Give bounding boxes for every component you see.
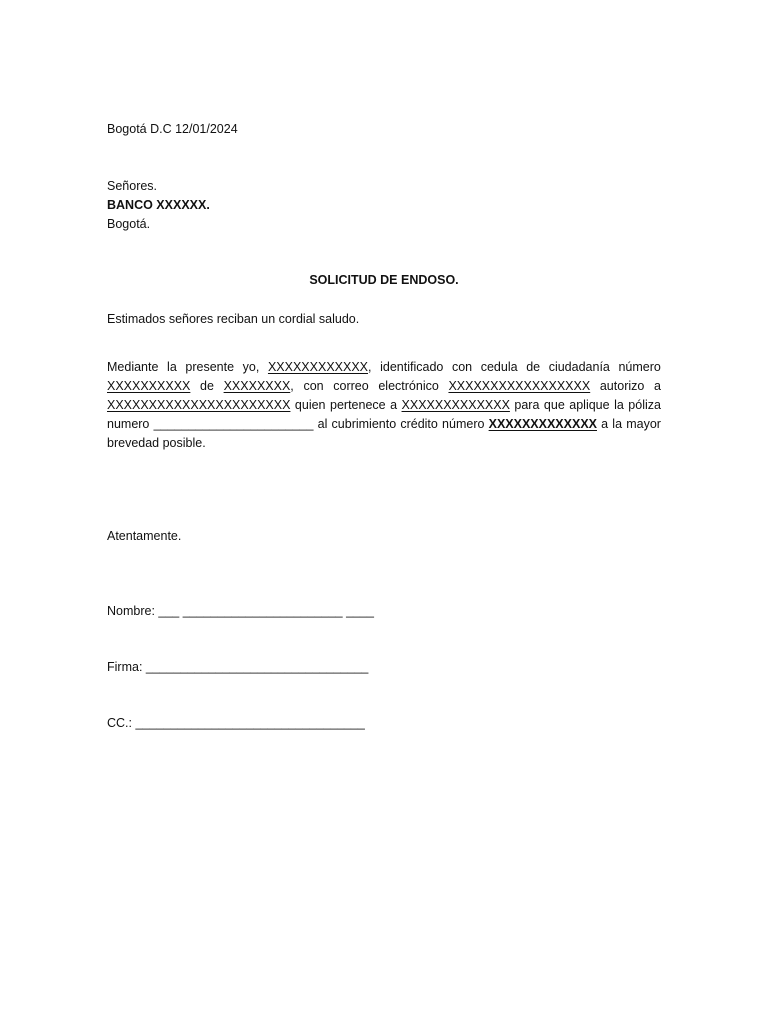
body-word: con bbox=[303, 379, 324, 393]
body-line-4 bbox=[107, 415, 661, 434]
body-word: aplique bbox=[569, 398, 610, 412]
body-line-2 bbox=[107, 377, 661, 396]
recipient-city: Bogotá. bbox=[107, 217, 151, 231]
body-word: de bbox=[526, 360, 541, 374]
body-word: a bbox=[654, 379, 661, 393]
body-word bbox=[268, 358, 372, 377]
body-word: a bbox=[601, 417, 609, 431]
body-word: cedula bbox=[480, 360, 518, 374]
letter-title: SOLICITUD DE ENDOSO. bbox=[309, 273, 459, 287]
body-word: póliza bbox=[628, 398, 661, 412]
body-word: Mediante bbox=[107, 360, 159, 374]
body-word: número bbox=[442, 417, 485, 431]
body-word: quien bbox=[294, 398, 326, 412]
body-word: numero bbox=[107, 417, 150, 431]
body-word: identificado bbox=[380, 360, 444, 374]
bank-name: BANCO XXXXXX. bbox=[107, 198, 210, 212]
body-word: pertenece bbox=[330, 398, 386, 412]
body-word: a bbox=[390, 398, 398, 412]
id-number-placeholder: XXXXXXXXXX bbox=[107, 379, 191, 393]
salutation-to: Señores. bbox=[107, 179, 158, 193]
body-word: electrónico bbox=[378, 379, 439, 393]
name-field: Nombre: ___ _______________________ ____ bbox=[107, 604, 374, 618]
applicant-name-placeholder: XXXXXXXXXXXX bbox=[267, 360, 369, 374]
entity-placeholder: XXXXXXXXXXXXXXXXXXXXXX bbox=[107, 398, 291, 412]
body-line-3 bbox=[107, 396, 661, 415]
body-word: correo bbox=[333, 379, 369, 393]
policy-number-blank: _______________________ bbox=[153, 417, 314, 431]
letter-body bbox=[107, 120, 661, 733]
body-word: que bbox=[543, 398, 565, 412]
date-line: Bogotá D.C 12/01/2024 bbox=[107, 122, 238, 136]
body-line-1 bbox=[107, 358, 661, 377]
body-word: crédito bbox=[400, 417, 438, 431]
body-line-5: brevedad posible. bbox=[107, 436, 206, 450]
closing: Atentamente. bbox=[107, 529, 182, 543]
body-word: autorizo bbox=[599, 379, 645, 393]
body-word: yo, bbox=[242, 360, 260, 374]
signature-field: Firma: ________________________________ bbox=[107, 660, 369, 674]
body-word: con bbox=[451, 360, 473, 374]
body-word: para bbox=[514, 398, 540, 412]
body-word: , bbox=[368, 360, 372, 374]
body-word bbox=[224, 377, 294, 396]
body-word: la bbox=[612, 417, 623, 431]
body-word: la bbox=[614, 398, 624, 412]
cc-field: CC.: _________________________________ bbox=[107, 716, 365, 730]
body-word: número bbox=[618, 360, 661, 374]
body-word: presente bbox=[185, 360, 235, 374]
body-word: mayor bbox=[626, 417, 661, 431]
body-word: , bbox=[290, 379, 294, 393]
body-word: ciudadanía bbox=[548, 360, 610, 374]
id-city-placeholder: XXXXXXXX bbox=[223, 379, 291, 393]
body-word: cubrimiento bbox=[331, 417, 397, 431]
credit-number-placeholder: XXXXXXXXXXXXX bbox=[488, 417, 597, 431]
greeting: Estimados señores reciban un cordial saludo. bbox=[107, 312, 360, 326]
body-word: de bbox=[200, 379, 214, 393]
body-paragraph bbox=[107, 358, 661, 453]
email-placeholder: XXXXXXXXXXXXXXXXX bbox=[448, 379, 591, 393]
body-word: al bbox=[317, 417, 328, 431]
body-word: la bbox=[167, 360, 177, 374]
owner-placeholder: XXXXXXXXXXXXX bbox=[401, 398, 510, 412]
